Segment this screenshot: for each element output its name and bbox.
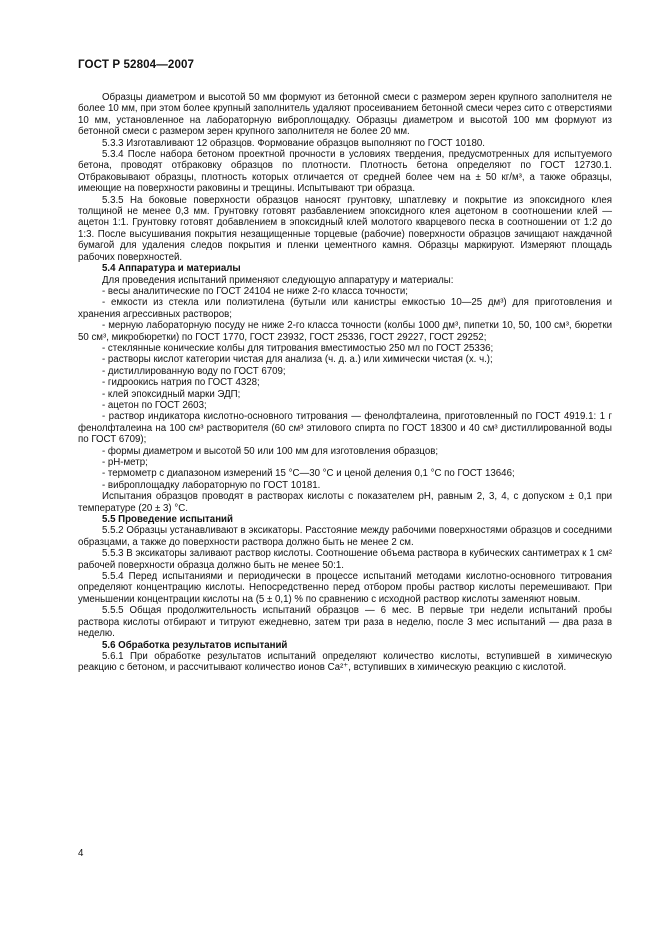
list-item: - емкости из стекла или полиэтилена (бутыли или канистры емкостью 10—25 дм³) для приготовления и хранения агрессивных растворов; <box>78 297 612 320</box>
list-item: - гидроокись натрия по ГОСТ 4328; <box>102 377 260 389</box>
list-item: - мерную лабораторную посуду не ниже 2-го класса точности (колбы 1000 дм³, пипетки 10, 50, 100 см³, бюретки 50 см³, микробюретки) по ГОСТ 1770, ГОСТ 23932, ГОСТ 25336, ГОСТ 29227, ГОСТ 29252; <box>78 320 612 343</box>
list-item: - термометр с диапазоном измерений 15 °С—30 °С и ценой деления 0,1 °С по ГОСТ 13646; <box>102 468 515 480</box>
paragraph-5-5-3: 5.5.3 В эксикаторы заливают раствор кислоты. Соотношение объема раствора в кубических сантиметрах к 1 см² рабочей поверхности образца должно быть не менее 50:1. <box>78 548 612 571</box>
paragraph-5-3-4: 5.3.4 После набора бетоном проектной прочности в условиях твердения, предусмотренных для испытуемого бетона, проводят отбраковку образцов по плотности. Плотность бетона определяют по ГОСТ 12730.1. Отбраковывают образцы, плотность которых отличается от средней более чем на ± 50 кг/м³, а также образцы, имеющие на поверхности раковины и трещины. Испытывают три образца. <box>78 149 612 195</box>
paragraph-specimen-forming: Образцы диаметром и высотой 50 мм формуют из бетонной смеси с размером зерен крупного заполнителя не более 10 мм, при этом более крупный заполнитель удаляют просеиванием бетонной смеси через сито с отверстиями 10 мм, установленное на лабораторную виброплощадку. Образцы диаметром и высотой 100 мм формуют из бетонной смеси с размером зерен крупного заполнителя не более 20 мм. <box>78 92 612 138</box>
list-item: - весы аналитические по ГОСТ 24104 не ниже 2-го класса точности; <box>102 285 408 297</box>
document-page <box>78 58 612 674</box>
section-5-4-note: Испытания образцов проводят в растворах кислоты с показателем pH, равным 2, 3, 4, с допуском ± 0,1 при температуре (20 ± 3) °С. <box>78 491 612 514</box>
paragraph-5-5-4: 5.5.4 Перед испытаниями и периодически в процессе испытаний методами кислотно-основного титрования определяют концентрацию кислоты. Непосредственно перед отбором пробы раствор кислоты перемешивают. При уменьшении концентрации кислоты на (5 ± 0,1) % по сравнению с исходной раствор кислоты заменяют новым. <box>78 571 612 605</box>
document-header: ГОСТ Р 52804—2007 <box>78 58 195 71</box>
paragraph-5-5-2: 5.5.2 Образцы устанавливают в эксикаторы. Расстояние между рабочими поверхностями образцов и соседними образцами, а также до поверхности раствора должно быть не менее 2 см. <box>78 525 612 548</box>
paragraph-5-3-3: 5.3.3 Изготавливают 12 образцов. Формование образцов выполняют по ГОСТ 10180. <box>102 137 485 149</box>
list-item: - растворы кислот категории чистая для анализа (ч. д. а.) или химически чистая (х. ч.); <box>102 354 493 366</box>
section-5-4-title: 5.4 Аппаратура и материалы <box>102 263 241 275</box>
list-item: - ацетон по ГОСТ 2603; <box>102 399 207 411</box>
paragraph-5-6-1: 5.6.1 При обработке результатов испытаний определяют количество кислоты, вступившей в химическую реакцию с бетоном, и рассчитывают количество ионов Ca²⁺, вступивших в химическую реакцию с кислотой. <box>78 650 612 674</box>
page-number: 4 <box>78 848 84 859</box>
section-5-4-intro: Для проведения испытаний применяют следующую аппаратуру и материалы: <box>102 274 454 286</box>
paragraph-5-5-5: 5.5.5 Общая продолжительность испытаний образцов — 6 мес. В первые три недели испытаний пробы раствора кислоты отбирают и титруют ежедневно, затем три раза в неделю, после 3 мес испытаний — два раза в неделю. <box>78 605 612 640</box>
section-5-6-title: 5.6 Обработка результатов испытаний <box>102 639 288 651</box>
list-item: - дистиллированную воду по ГОСТ 6709; <box>102 365 286 377</box>
paragraph-5-3-5: 5.3.5 На боковые поверхности образцов наносят грунтовку, шпатлевку и покрытие из эпоксидного клея толщиной не менее 0,3 мм. Грунтовку готовят разбавлением эпоксидного клея ацетоном в соотношении клей — ацетон 1:1. Грунтовку готовят добавлением в эпоксидный клей молотого кварцевого песка в соотношении от 1:2 до 1:3. После высушивания покрытия незащищенные торцевые (рабочие) поверхности образцов зачищают наждачной бумагой для удаления следов покрытия и пленки цементного камня. Образцы маркируют. Измеряют площадь рабочих поверхностей. <box>78 194 612 263</box>
section-5-5-title: 5.5 Проведение испытаний <box>102 514 233 526</box>
list-item: - pH-метр; <box>102 457 148 468</box>
list-item: - стеклянные конические колбы для титрования вместимостью 250 мл по ГОСТ 25336; <box>102 342 494 354</box>
list-item: - виброплощадку лабораторную по ГОСТ 10181. <box>102 479 321 491</box>
list-item: - формы диаметром и высотой 50 или 100 мм для изготовления образцов; <box>102 445 439 457</box>
list-item: - раствор индикатора кислотно-основного титрования — фенолфталеина, приготовленный по ГОСТ 4919.1: 1 г фенолфталеина на 100 см³ растворителя (60 см³ этилового спирта по ГОСТ 18300 и 40 см³ дистиллированной воды по ГОСТ 6709); <box>78 411 612 446</box>
list-item: - клей эпоксидный марки ЭДП; <box>102 388 241 400</box>
